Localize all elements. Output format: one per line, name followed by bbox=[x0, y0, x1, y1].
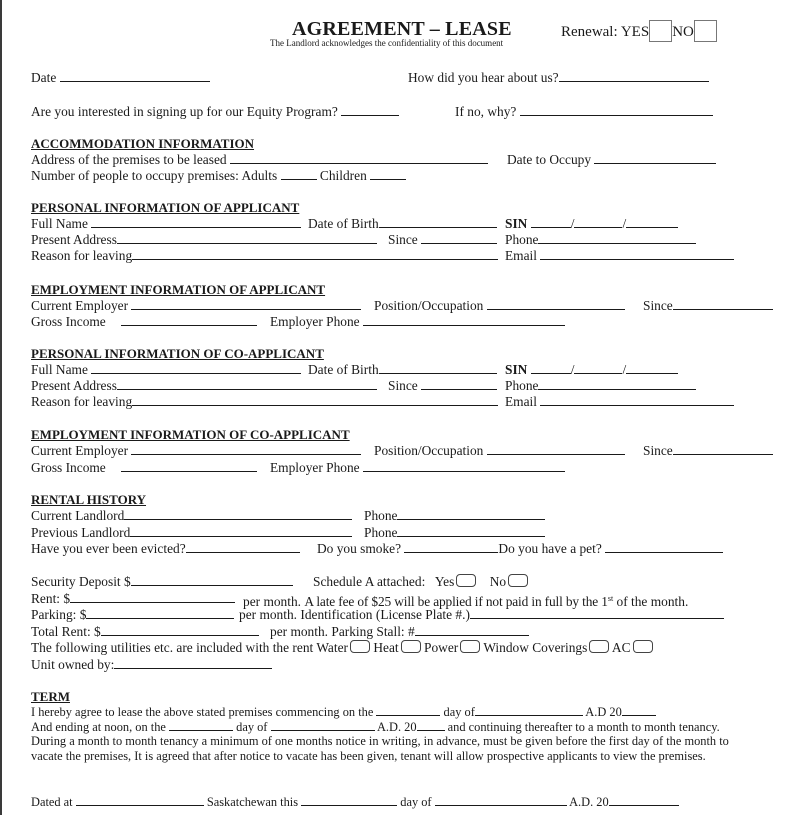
renewal-no-label: NO bbox=[672, 24, 694, 40]
co-employment-since-label: Since bbox=[643, 443, 673, 458]
ac-label: AC bbox=[611, 640, 631, 655]
co-income-row bbox=[31, 460, 257, 475]
current-landlord-row bbox=[31, 508, 352, 523]
identification-label: Identification (License Plate #.) bbox=[300, 607, 470, 622]
adults-field[interactable] bbox=[281, 168, 317, 180]
ending-month-field[interactable] bbox=[271, 719, 375, 731]
co-sin-part3-field[interactable] bbox=[626, 362, 678, 374]
late-fee-text-end: of the month. bbox=[613, 594, 689, 609]
date-occupy-field[interactable] bbox=[594, 152, 716, 164]
dated-at-field[interactable] bbox=[76, 794, 204, 806]
water-checkbox[interactable] bbox=[350, 640, 370, 653]
co-employer-phone-row bbox=[270, 460, 565, 475]
late-fee-text: A late fee of $25 will be applied if not paid in full by the 1 bbox=[304, 594, 608, 609]
hear-field[interactable] bbox=[559, 70, 709, 82]
ac-checkbox[interactable] bbox=[633, 640, 653, 653]
occupants-row bbox=[31, 168, 406, 183]
co-email-label: Email bbox=[505, 394, 537, 409]
applicant-since-row bbox=[388, 232, 497, 247]
employment-heading: EMPLOYMENT INFORMATION OF APPLICANT bbox=[31, 282, 326, 297]
pet-label: Do you have a pet? bbox=[498, 541, 602, 556]
schedule-a-yes-checkbox[interactable] bbox=[456, 574, 476, 587]
co-phone-row bbox=[505, 378, 696, 393]
previous-landlord-phone-label: Phone bbox=[364, 525, 398, 540]
co-sin-row: SIN / / bbox=[505, 362, 678, 377]
sin-label: SIN bbox=[505, 216, 528, 231]
employment-since-row bbox=[643, 298, 773, 313]
date-row bbox=[31, 70, 210, 85]
co-applicant-heading: PERSONAL INFORMATION OF CO-APPLICANT bbox=[31, 346, 324, 361]
co-sin-part1-field[interactable] bbox=[531, 362, 571, 374]
reason-label: Reason for leaving bbox=[31, 248, 133, 263]
co-email-row bbox=[505, 394, 734, 409]
smoke-field[interactable] bbox=[404, 541, 498, 553]
date-field[interactable] bbox=[60, 70, 210, 82]
signature-date-row bbox=[31, 794, 679, 810]
dob-field[interactable] bbox=[379, 216, 497, 228]
email-field[interactable] bbox=[540, 248, 734, 260]
address-row bbox=[31, 152, 488, 167]
gross-income-label: Gross Income bbox=[31, 314, 106, 329]
rent-per-month-label: per month. bbox=[243, 594, 302, 609]
position-row bbox=[374, 298, 625, 313]
page-title: AGREEMENT – LEASE bbox=[292, 18, 512, 40]
employment-since-label: Since bbox=[643, 298, 673, 313]
current-landlord-field[interactable] bbox=[124, 508, 352, 520]
number-people-label: Number of people to occupy premises: bbox=[31, 168, 239, 183]
phone-field[interactable] bbox=[538, 232, 696, 244]
schedule-a-row bbox=[313, 574, 528, 589]
evicted-field[interactable] bbox=[186, 541, 300, 553]
co-sin-part2-field[interactable] bbox=[574, 362, 622, 374]
renewal-no-checkbox[interactable] bbox=[694, 20, 717, 42]
applicant-address-row bbox=[31, 232, 377, 247]
co-email-field[interactable] bbox=[540, 394, 734, 406]
parking-label: Parking: $ bbox=[31, 607, 87, 622]
heat-label: Heat bbox=[373, 640, 399, 655]
co-employment-heading: EMPLOYMENT INFORMATION OF CO-APPLICANT bbox=[31, 427, 350, 442]
heat-checkbox[interactable] bbox=[401, 640, 421, 653]
renewal-label: Renewal: YES bbox=[561, 24, 650, 40]
co-employment-since-field[interactable] bbox=[673, 443, 773, 455]
unit-owned-row bbox=[31, 657, 272, 672]
co-since-field[interactable] bbox=[421, 378, 497, 390]
dated-day-field[interactable] bbox=[301, 794, 397, 806]
term-line-2 bbox=[31, 719, 720, 735]
applicant-phone-row bbox=[505, 232, 696, 247]
applicant-reason-row bbox=[31, 248, 498, 263]
email-label: Email bbox=[505, 248, 537, 263]
rental-history-heading: RENTAL HISTORY bbox=[31, 492, 147, 507]
unit-owned-field[interactable] bbox=[114, 657, 272, 669]
since-field[interactable] bbox=[421, 232, 497, 244]
parking-stall-field[interactable] bbox=[415, 624, 529, 636]
rent-row bbox=[31, 591, 235, 606]
current-landlord-phone-label: Phone bbox=[364, 508, 398, 523]
children-label: Children bbox=[319, 168, 367, 183]
dated-ad-label: A.D. 20 bbox=[569, 795, 609, 809]
address-label: Address of the premises to be leased bbox=[31, 152, 227, 167]
schedule-a-no-checkbox[interactable] bbox=[508, 574, 528, 587]
total-rent-row bbox=[31, 624, 259, 639]
parking-per-month-label: per month. bbox=[239, 607, 298, 622]
dated-year-field[interactable] bbox=[609, 794, 679, 806]
security-deposit-row bbox=[31, 574, 293, 589]
ending-day-of-label: day of bbox=[236, 720, 268, 734]
total-rent-label: Total Rent: $ bbox=[31, 624, 101, 639]
schedule-a-label: Schedule A attached: bbox=[313, 574, 426, 589]
current-employer-label: Current Employer bbox=[31, 298, 129, 313]
why-field[interactable] bbox=[520, 104, 713, 116]
identification-field[interactable] bbox=[470, 607, 724, 619]
co-current-employer-field[interactable] bbox=[131, 443, 361, 455]
co-employer-phone-field[interactable] bbox=[363, 460, 565, 472]
schedule-a-no-label: No bbox=[489, 574, 507, 589]
co-dob-row bbox=[308, 362, 497, 377]
co-employer-phone-label: Employer Phone bbox=[270, 460, 360, 475]
co-current-employer-label: Current Employer bbox=[31, 443, 129, 458]
commencing-day-of-label: day of bbox=[443, 705, 475, 719]
term-line-2-text: And ending at noon, on the bbox=[31, 720, 166, 734]
commencing-day-field[interactable] bbox=[376, 704, 440, 716]
present-address-label: Present Address bbox=[31, 232, 117, 247]
power-label: Power bbox=[424, 640, 459, 655]
commencing-year-field[interactable] bbox=[622, 704, 656, 716]
co-sin-label: SIN bbox=[505, 362, 528, 377]
gross-income-field[interactable] bbox=[121, 314, 257, 326]
schedule-a-yes-label: Yes bbox=[434, 574, 455, 589]
employment-since-field[interactable] bbox=[673, 298, 773, 310]
current-landlord-label: Current Landlord bbox=[31, 508, 125, 523]
current-employer-field[interactable] bbox=[131, 298, 361, 310]
previous-landlord-phone-field[interactable] bbox=[397, 525, 545, 537]
co-present-address-field[interactable] bbox=[117, 378, 377, 390]
late-fee-superscript: st bbox=[607, 594, 614, 603]
employer-phone-label: Employer Phone bbox=[270, 314, 360, 329]
applicant-dob-row bbox=[308, 216, 497, 231]
security-deposit-field[interactable] bbox=[131, 574, 293, 586]
security-deposit-label: Security Deposit $ bbox=[31, 574, 131, 589]
date-occupy-label: Date to Occupy bbox=[507, 152, 592, 167]
total-rent-per-month-row bbox=[270, 624, 529, 639]
ending-ad-label: A.D. 20 bbox=[376, 720, 417, 734]
commencing-month-field[interactable] bbox=[475, 704, 583, 716]
applicant-heading: PERSONAL INFORMATION OF APPLICANT bbox=[31, 200, 300, 215]
equity-row bbox=[31, 104, 399, 119]
ending-day-field[interactable] bbox=[169, 719, 233, 731]
commencing-ad-label: A.D 20 bbox=[585, 705, 622, 719]
address-field[interactable] bbox=[230, 152, 488, 164]
sin-part2-field[interactable] bbox=[574, 216, 622, 228]
co-reason-label: Reason for leaving bbox=[31, 394, 133, 409]
rent-field[interactable] bbox=[70, 591, 235, 603]
co-full-name-field[interactable] bbox=[91, 362, 301, 374]
term-line-1-text: I hereby agree to lease the above stated premises commencing on the bbox=[31, 705, 374, 719]
income-row bbox=[31, 314, 257, 329]
full-name-field[interactable] bbox=[91, 216, 301, 228]
parking-stall-label: Parking Stall: # bbox=[331, 624, 415, 639]
children-field[interactable] bbox=[370, 168, 406, 180]
utilities-row bbox=[31, 640, 653, 655]
pet-field[interactable] bbox=[605, 541, 723, 553]
employer-row bbox=[31, 298, 361, 313]
current-landlord-phone-field[interactable] bbox=[397, 508, 545, 520]
applicant-email-row bbox=[505, 248, 734, 263]
co-present-address-label: Present Address bbox=[31, 378, 117, 393]
co-since-label: Since bbox=[388, 378, 418, 393]
co-gross-income-field[interactable] bbox=[121, 460, 257, 472]
sin-part3-field[interactable] bbox=[626, 216, 678, 228]
hear-label: How did you hear about us? bbox=[408, 70, 559, 85]
full-name-label: Full Name bbox=[31, 216, 88, 231]
rent-label: Rent: $ bbox=[31, 591, 71, 606]
present-address-field[interactable] bbox=[117, 232, 377, 244]
unit-owned-label: Unit owned by: bbox=[31, 657, 115, 672]
co-phone-label: Phone bbox=[505, 378, 539, 393]
co-employer-row bbox=[31, 443, 361, 458]
total-rent-per-month-label: per month. bbox=[270, 624, 329, 639]
applicant-name-row bbox=[31, 216, 301, 231]
co-name-row bbox=[31, 362, 301, 377]
date-label: Date bbox=[31, 70, 57, 85]
co-position-row bbox=[374, 443, 625, 458]
co-position-field[interactable] bbox=[487, 443, 625, 455]
previous-landlord-phone-row bbox=[364, 525, 545, 540]
ending-year-field[interactable] bbox=[417, 719, 445, 731]
dated-month-field[interactable] bbox=[435, 794, 567, 806]
evicted-row bbox=[31, 541, 300, 556]
window-coverings-checkbox[interactable] bbox=[589, 640, 609, 653]
employer-phone-field[interactable] bbox=[363, 314, 565, 326]
accommodation-heading: ACCOMMODATION INFORMATION bbox=[31, 136, 255, 151]
term-heading: TERM bbox=[31, 689, 70, 704]
co-gross-income-label: Gross Income bbox=[31, 460, 106, 475]
previous-landlord-field[interactable] bbox=[130, 525, 352, 537]
reason-field[interactable] bbox=[132, 248, 498, 260]
date-occupy-row bbox=[507, 152, 716, 167]
why-label: If no, why? bbox=[455, 104, 517, 119]
why-row bbox=[455, 104, 713, 119]
dated-at-label: Dated at bbox=[31, 795, 73, 809]
saskatchewan-label: Saskatchewan this bbox=[206, 795, 299, 809]
utilities-label: The following utilities etc. are included with the rent bbox=[31, 640, 314, 655]
window-coverings-label: Window Coverings bbox=[483, 640, 588, 655]
current-landlord-phone-row bbox=[364, 508, 545, 523]
term-line-4: vacate the premises, It is agreed that after notice to vacate has been given, tenant will allow prospective applicants to view the premises. bbox=[31, 749, 706, 763]
smoke-label: Do you smoke? bbox=[317, 541, 402, 556]
co-full-name-label: Full Name bbox=[31, 362, 88, 377]
renewal-group bbox=[561, 20, 717, 42]
previous-landlord-label: Previous Landlord bbox=[31, 525, 131, 540]
sin-part1-field[interactable] bbox=[531, 216, 571, 228]
term-line-1 bbox=[31, 704, 656, 720]
parking-per-month-row bbox=[239, 607, 724, 622]
confidentiality-note: The Landlord acknowledges the confidentiality of this document bbox=[270, 38, 504, 48]
term-line-2-end: and continuing thereafter to a month to month tenancy. bbox=[447, 720, 720, 734]
page-edge bbox=[0, 0, 2, 815]
co-employment-since-row bbox=[643, 443, 773, 458]
dated-day-of-label: day of bbox=[400, 795, 432, 809]
co-address-row bbox=[31, 378, 377, 393]
water-label: Water bbox=[316, 640, 348, 655]
co-dob-field[interactable] bbox=[379, 362, 497, 374]
adults-label: Adults bbox=[241, 168, 278, 183]
co-since-row bbox=[388, 378, 497, 393]
co-phone-field[interactable] bbox=[538, 378, 696, 390]
co-reason-field[interactable] bbox=[132, 394, 498, 406]
co-dob-label: Date of Birth bbox=[308, 362, 379, 377]
position-label: Position/Occupation bbox=[374, 298, 484, 313]
previous-landlord-row bbox=[31, 525, 352, 540]
since-label: Since bbox=[388, 232, 418, 247]
parking-row bbox=[31, 607, 234, 622]
co-reason-row bbox=[31, 394, 498, 409]
co-position-label: Position/Occupation bbox=[374, 443, 484, 458]
equity-field[interactable] bbox=[341, 104, 399, 116]
equity-label: Are you interested in signing up for our Equity Program? bbox=[31, 104, 338, 119]
applicant-sin-row: SIN / / bbox=[505, 216, 678, 231]
dob-label: Date of Birth bbox=[308, 216, 379, 231]
hear-row bbox=[408, 70, 709, 85]
total-rent-field[interactable] bbox=[101, 624, 259, 636]
renewal-yes-checkbox[interactable] bbox=[649, 20, 672, 42]
employer-phone-row bbox=[270, 314, 565, 329]
evicted-label: Have you ever been evicted? bbox=[31, 541, 186, 556]
smoke-row bbox=[317, 541, 723, 556]
term-line-3: During a month to month tenancy a minimum of one months notice in writing, in advance, must be given before the first day of the month to bbox=[31, 734, 729, 748]
power-checkbox[interactable] bbox=[460, 640, 480, 653]
phone-label: Phone bbox=[505, 232, 539, 247]
position-field[interactable] bbox=[487, 298, 625, 310]
parking-field[interactable] bbox=[86, 607, 234, 619]
